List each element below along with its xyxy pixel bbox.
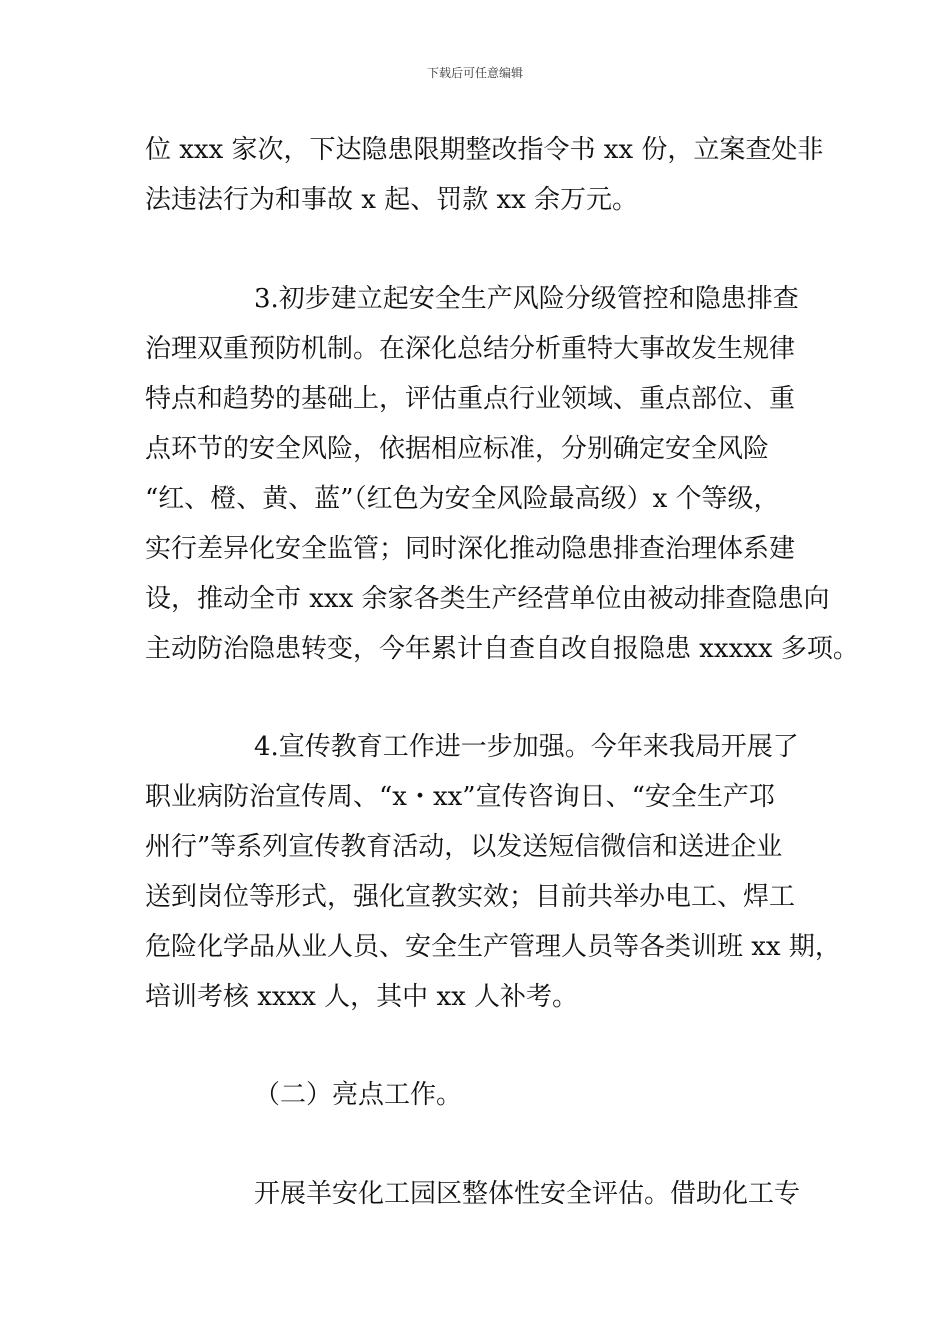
text-line: 特点和趋势的基础上，评估重点行业领域、重点部位、重 bbox=[145, 384, 796, 414]
text-line: “红、橙、黄、蓝”（红色为安全风险最高级）x 个等级， bbox=[145, 484, 780, 514]
text-line: 4.宣传教育工作进一步加强。今年来我局开展了 bbox=[254, 732, 799, 762]
page-header-note: 下载后可任意编辑 bbox=[426, 66, 523, 80]
text-line: 主动防治隐患转变，今年累计自查自改自报隐患 xxxxx 多项。 bbox=[145, 634, 859, 664]
text-line: 设，推动全市 xxx 余家各类生产经营单位由被动排查隐患向 bbox=[145, 584, 830, 614]
text-line: 州行”等系列宣传教育活动，以发送短信微信和送进企业 bbox=[145, 832, 783, 862]
text-line: 培训考核 xxxx 人，其中 xx 人补考。 bbox=[145, 982, 579, 1012]
text-line: 送到岗位等形式，强化宣教实效；目前共举办电工、焊工 bbox=[145, 882, 796, 912]
text-line: 开展羊安化工园区整体性安全评估。借助化工专 bbox=[254, 1179, 801, 1209]
text-line: 点环节的安全风险，依据相应标准，分别确定安全风险 bbox=[145, 434, 770, 464]
text-line: 法违法行为和事故 x 起、罚款 xx 余万元。 bbox=[145, 185, 639, 215]
text-line: 实行差异化安全监管；同时深化推动隐患排查治理体系建 bbox=[145, 534, 796, 564]
text-line: 危险化学品从业人员、安全生产管理人员等各类训班 xx 期， bbox=[145, 932, 841, 962]
text-line: 治理双重预防机制。在深化总结分析重特大事故发生规律 bbox=[145, 334, 796, 364]
text-line: 位 xxx 家次，下达隐患限期整改指令书 xx 份，立案查处非 bbox=[145, 135, 824, 165]
section-heading: （二）亮点工作。 bbox=[254, 1080, 463, 1110]
text-line: 3.初步建立起安全生产风险分级管控和隐患排查 bbox=[254, 284, 799, 314]
text-line: 职业病防治宣传周、“x・xx”宣传咨询日、“安全生产邛 bbox=[145, 782, 775, 812]
